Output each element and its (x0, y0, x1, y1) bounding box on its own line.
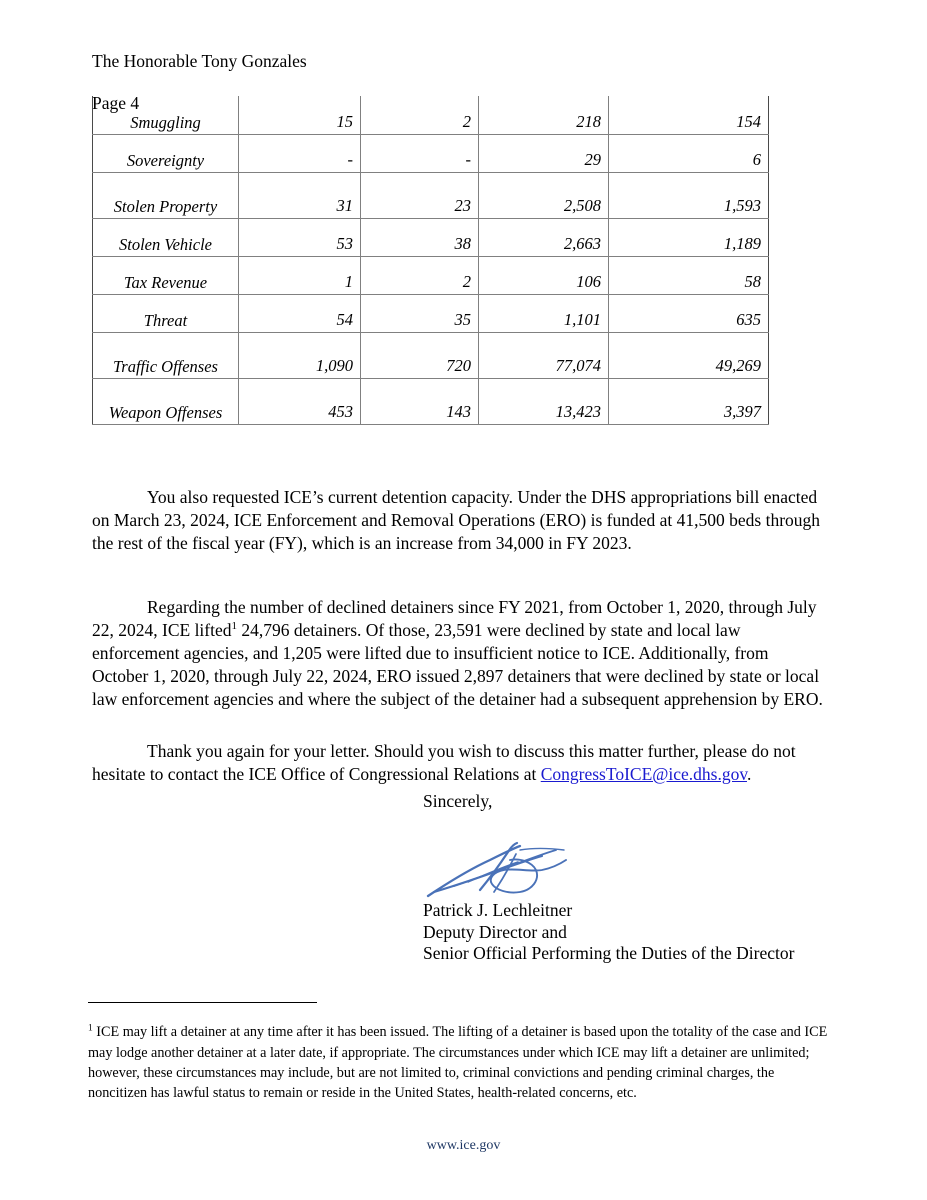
row-value-3: 13,423 (479, 378, 609, 424)
row-value-2: 143 (361, 378, 479, 424)
recipient-line: The Honorable Tony Gonzales (92, 51, 307, 71)
signature-image (424, 840, 604, 902)
row-value-1: - (239, 134, 361, 172)
row-label: Weapon Offenses (93, 378, 239, 424)
row-value-4: 1,593 (609, 172, 769, 218)
row-value-1: 453 (239, 378, 361, 424)
closing-text-before-link: Thank you again for your letter. Should you wish to discuss this matter further, please do not hesitate to contact the ICE Office of Congressional Relations at (92, 740, 796, 784)
signer-title-line-1: Deputy Director and (423, 921, 567, 942)
page-label: Page 4 (92, 93, 140, 113)
paragraph-text-before-footnote: Regarding the number of declined detainers since FY 2021, from October 1, 2020, through July 22, 2024, ICE lifted (92, 596, 817, 640)
row-value-2: - (361, 134, 479, 172)
table-row (93, 378, 769, 424)
row-value-1: 53 (239, 218, 361, 256)
table-row (93, 172, 769, 218)
row-value-3: 2,663 (479, 218, 609, 256)
footnote-text (88, 1022, 828, 1104)
row-value-1: 1,090 (239, 332, 361, 378)
signer-title-line-2: Senior Official Performing the Duties of the Director (423, 943, 795, 964)
row-value-1: 31 (239, 172, 361, 218)
row-label: Stolen Property (93, 172, 239, 218)
table-row (93, 96, 769, 134)
row-value-4: 6 (609, 134, 769, 172)
row-value-3: 218 (479, 96, 609, 134)
row-value-2: 23 (361, 172, 479, 218)
footnote-number: 1 (88, 1023, 93, 1034)
row-value-2: 2 (361, 256, 479, 294)
table-row (93, 294, 769, 332)
table-row (93, 256, 769, 294)
row-value-4: 154 (609, 96, 769, 134)
row-value-3: 29 (479, 134, 609, 172)
criminality-statistics-table (92, 96, 769, 425)
row-label: Tax Revenue (93, 256, 239, 294)
footer-website-url: www.ice.gov (426, 1138, 501, 1153)
row-value-3: 2,508 (479, 172, 609, 218)
table-row (93, 332, 769, 378)
row-value-2: 35 (361, 294, 479, 332)
row-value-4: 635 (609, 294, 769, 332)
row-value-2: 2 (361, 96, 479, 134)
row-value-1: 54 (239, 294, 361, 332)
row-value-3: 77,074 (479, 332, 609, 378)
row-label: Threat (93, 294, 239, 332)
row-value-3: 1,101 (479, 294, 609, 332)
paragraph-detention-capacity: You also requested ICE’s current detention capacity. Under the DHS appropriations bill enacted on March 23, 2024, ICE Enforcement and Removal Operations (ERO) is funded at 41,500 beds through the rest of the fiscal year (FY), which is an increase from 34,000 in FY 2023. (92, 486, 821, 553)
row-value-4: 3,397 (609, 378, 769, 424)
row-value-3: 106 (479, 256, 609, 294)
table-row (93, 218, 769, 256)
footnote-reference-marker[interactable]: 1 (231, 619, 237, 632)
salutation-sincerely: Sincerely, (423, 791, 493, 811)
row-label: Stolen Vehicle (93, 218, 239, 256)
closing-text-after-link: . (746, 763, 752, 784)
row-label: Traffic Offenses (93, 332, 239, 378)
row-value-1: 1 (239, 256, 361, 294)
row-value-4: 49,269 (609, 332, 769, 378)
signature-block (423, 900, 794, 965)
row-value-1: 15 (239, 96, 361, 134)
paragraph-closing-contact (92, 740, 825, 786)
congress-to-ice-email-link[interactable]: CongressToICE@ice.dhs.gov (540, 763, 747, 784)
paragraph-text-after-footnote: 24,796 detainers. Of those, 23,591 were declined by state and local law enforcement agencies, and 1,205 were lifted due to insufficient notice to ICE. Additionally, from October 1, 2020, through July 22, 2024, ERO issued 2,897 detainers that were declined by state or local law enforcement agencies and where the subject of the detainer had a subsequent apprehension by ERO. (92, 619, 823, 710)
table-row (93, 134, 769, 172)
row-value-2: 720 (361, 332, 479, 378)
row-value-4: 58 (609, 256, 769, 294)
row-value-2: 38 (361, 218, 479, 256)
row-label: Sovereignty (93, 134, 239, 172)
signer-name: Patrick J. Lechleitner (423, 900, 573, 920)
table-body (93, 96, 769, 424)
row-value-4: 1,189 (609, 218, 769, 256)
footnote-body: ICE may lift a detainer at any time after it has been issued. The lifting of a detainer is based upon the totality of the case and ICE may lodge another detainer at a later date, if appropriate. The circumstances under which ICE may lift a detainer are unlimited; however, these circumstances may include, but are not limited to, criminal convictions and pending criminal charges, the noncitizen has lawful status to remain or reside in the United States, health-related concerns, etc. (88, 1024, 828, 1102)
paragraph-declined-detainers (92, 596, 825, 712)
footnote-separator-rule (88, 1002, 317, 1003)
row-label: Smuggling (93, 96, 239, 134)
